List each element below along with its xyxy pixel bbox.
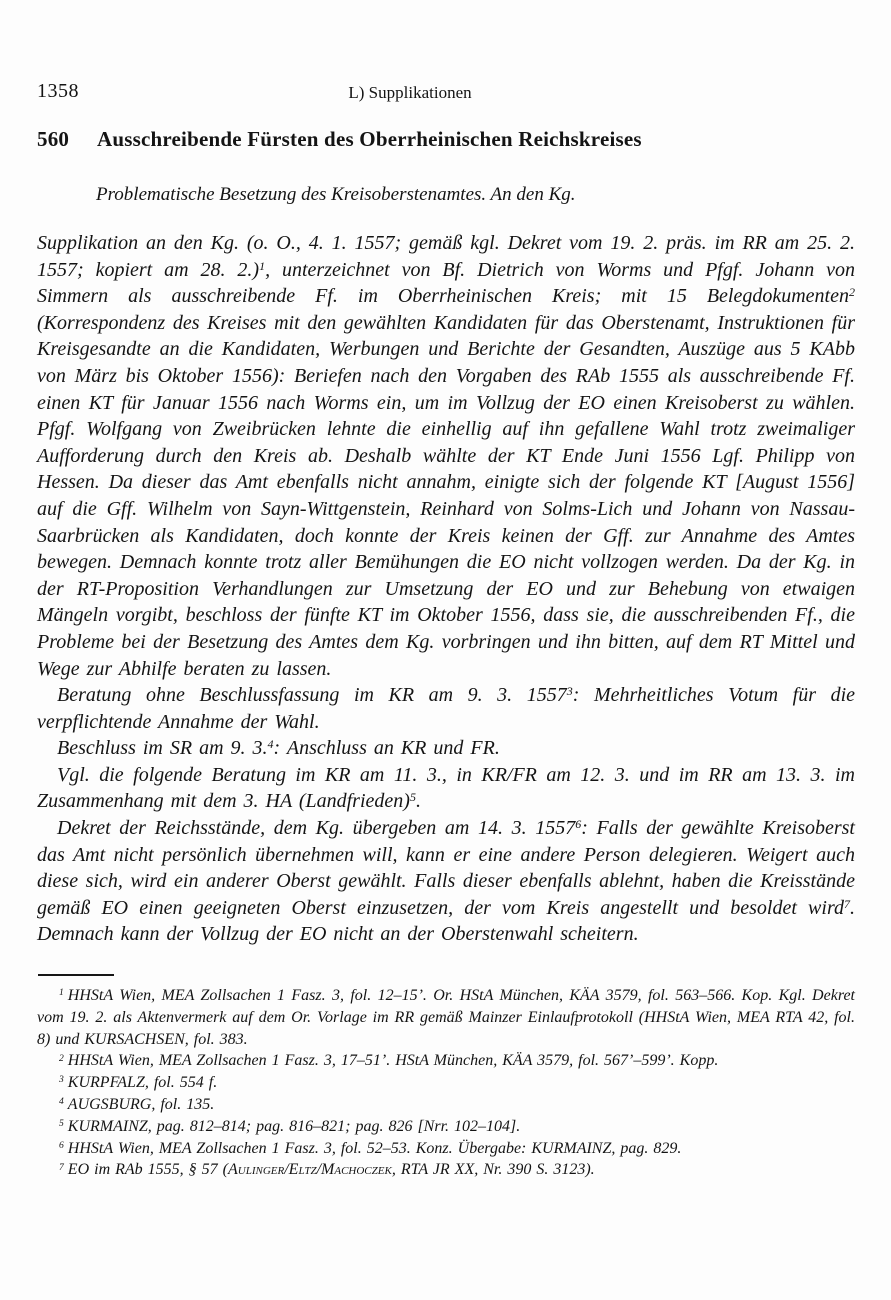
page-number: 1358 bbox=[37, 80, 79, 102]
footnote-number: 2 bbox=[59, 1052, 64, 1064]
text-segment: / bbox=[316, 1161, 322, 1179]
text-segment: KURPFALZ, fol. 554 f. bbox=[67, 1074, 218, 1092]
footnote bbox=[37, 1116, 855, 1138]
footnote-marker: 7 bbox=[844, 896, 850, 911]
footnote bbox=[37, 1050, 855, 1072]
text-segment: HHStA Wien, MEA Zollsachen 1 Fasz. 3, fol. 12–15’. Or. HStA München, KÄA 3579, fol. 563–566. Kop. Kgl. Dekret vom 19. 2. als Aktenvermerk auf dem Or. Vorlage im RR gemäß Mainzer Einlaufprotokoll (HHStA Wien, MEA RTA 42, fol. 8) und KURSACHSEN, fol. 383. bbox=[37, 987, 855, 1048]
text-segment: Beratung ohne Beschlussfassung im KR am 9. 3. 1557 bbox=[57, 684, 567, 707]
footnote-marker: 2 bbox=[849, 285, 855, 300]
paragraph bbox=[37, 682, 855, 735]
footnote bbox=[37, 985, 855, 1050]
text-segment: HHStA Wien, MEA Zollsachen 1 Fasz. 3, 17–51’. HStA München, KÄA 3579, fol. 567’–599’. Kopp. bbox=[67, 1052, 719, 1070]
text-segment: Vgl. die folgende Beratung im KR am 11. 3., in KR/FR am 12. 3. und im RR am 13. 3. im Zusammenhang mit dem 3. HA (Landfrieden) bbox=[37, 763, 855, 813]
running-header-title: L) Supplikationen bbox=[348, 83, 472, 102]
footnote-number: 4 bbox=[59, 1096, 64, 1108]
section-heading bbox=[37, 127, 855, 152]
footnote bbox=[37, 1094, 855, 1116]
paragraph bbox=[37, 762, 855, 815]
text-segment: (Korrespondenz des Kreises mit den gewählten Kandidaten für das Oberstenamt, Instruktionen für Kreisgesandte an die Kandidaten, Werbungen und Berichte der Gesandten, Auszüge aus 5 KAbb von März bis Oktober 1556): Beriefen nach den Vorgaben des RAb 1555 als ausschreibende Ff. einen KT für Januar 1556 nach Worms ein, um im Vollzug der EO einen Kreisoberst zu wählen. Pfgf. Wolfgang von Zweibrücken lehnte die einhellig auf ihn gefallene Wahl trotz zweimaliger Aufforderung durch den Kreis ab. Deshalb wählte der KT Ende Juni 1556 Lgf. Philipp von Hessen. Da dieser das Amt ebenfalls nicht annahm, einigte sich der folgende KT [August 1556] auf die Gff. Wilhelm von Sayn-Wittgenstein, Reinhard von Solms-Lich und Johann von Nassau-Saarbrücken als Kandidaten, doch konnte der Kreis keinen der Gff. zur Annahme des Amtes bewegen. Demnach konnte trotz aller Bemühungen die EO nicht vollzogen werden. Da der Kg. in der RT-Proposition Verhandlungen zur Umsetzung der EO und zur Behebung von etwaigen Mängeln vorgibt, beschloss der fünfte KT im Oktober 1556, dass sie, die ausschreibenden Ff., die Probleme bei der Besetzung des Amtes dem Kg. vorbringen und ihn bitten, auf dem RT Mittel und Wege zur Abhilfe beraten zu lassen. bbox=[37, 311, 855, 680]
text-segment: Dekret der Reichsstände, dem Kg. übergeben am 14. 3. 1557 bbox=[57, 817, 576, 840]
footnote-number: 6 bbox=[59, 1139, 64, 1151]
text-segment: : Falls der gewählte Kreisoberst das Amt nicht persönlich übernehmen will, kann er eine andere Person delegieren. Weigert auch diese sich, wird ein anderer Oberst gewählt. Falls dieser ebenfalls ablehnt, haben die Kreisstände gemäß EO einen geeigneten Oberst einzusetzen, der vom Kreis angestellt und besoldet wird bbox=[37, 817, 855, 919]
text-segment: Aulinger bbox=[228, 1161, 285, 1179]
text-segment: HHStA Wien, MEA Zollsachen 1 Fasz. 3, fol. 52–53. Konz. Übergabe: KURMAINZ, pag. 829. bbox=[67, 1139, 682, 1157]
text-segment: Beschluss im SR am 9. 3. bbox=[57, 737, 268, 760]
text-segment: KURMAINZ, pag. 812–814; pag. 816–821; pag. 826 [Nrr. 102–104]. bbox=[67, 1117, 521, 1135]
text-segment: EO im RAb 1555, § 57 ( bbox=[67, 1161, 228, 1179]
text-segment: : Anschluss an KR und FR. bbox=[273, 737, 500, 760]
text-segment: AUGSBURG, fol. 135. bbox=[67, 1096, 215, 1114]
text-segment: : Mehrheitliches Votum für die verpflichtende Annahme der Wahl. bbox=[37, 684, 855, 733]
text-segment: . bbox=[415, 790, 421, 813]
section-number: 560 bbox=[37, 127, 70, 151]
section-subtitle: Problematische Besetzung des Kreisoberstenamtes. An den Kg. bbox=[96, 184, 576, 205]
footnote-marker: 3 bbox=[566, 684, 573, 699]
footnote-marker: 6 bbox=[575, 817, 582, 832]
paragraph bbox=[37, 230, 855, 682]
text-segment: / bbox=[284, 1161, 289, 1179]
footnote bbox=[37, 1138, 855, 1160]
section-title: Ausschreibende Fürsten des Oberrheinischen Reichskreises bbox=[97, 127, 642, 151]
text-segment: , RTA JR XX, Nr. 390 S. 3123). bbox=[391, 1161, 595, 1179]
paragraph bbox=[37, 815, 855, 948]
text-segment: Eltz bbox=[288, 1161, 317, 1179]
paragraph bbox=[37, 735, 855, 762]
body-paragraphs bbox=[37, 230, 855, 948]
footnote-marker: 1 bbox=[259, 258, 266, 273]
footnote-separator bbox=[38, 974, 114, 976]
footnote bbox=[37, 1072, 855, 1094]
text-segment: , unterzeichnet von Bf. Dietrich von Worms und Pfgf. Johann von Simmern als ausschreibende Ff. im Oberrheinischen Kreis; mit 15 Belegdokumenten bbox=[37, 258, 855, 308]
running-header bbox=[37, 80, 855, 104]
text-segment: Supplikation an den Kg. (o. O., 4. 1. 1557; gemäß kgl. Dekret vom 19. 2. präs. im RR am 25. 2. 1557; kopiert am 28. 2.) bbox=[37, 232, 855, 281]
footnote-number: 7 bbox=[59, 1161, 64, 1173]
text-segment: Machoczek bbox=[321, 1161, 392, 1179]
footnote-number: 5 bbox=[59, 1118, 64, 1130]
footnote-marker: 4 bbox=[267, 737, 274, 752]
footnote-marker: 5 bbox=[409, 790, 416, 805]
text-segment: . Demnach kann der Vollzug der EO nicht an der Oberstenwahl scheitern. bbox=[37, 896, 855, 946]
footnote bbox=[37, 1159, 855, 1181]
footnote-number: 1 bbox=[59, 987, 64, 999]
footnote-number: 3 bbox=[59, 1074, 64, 1086]
footnotes-list bbox=[37, 985, 855, 1181]
